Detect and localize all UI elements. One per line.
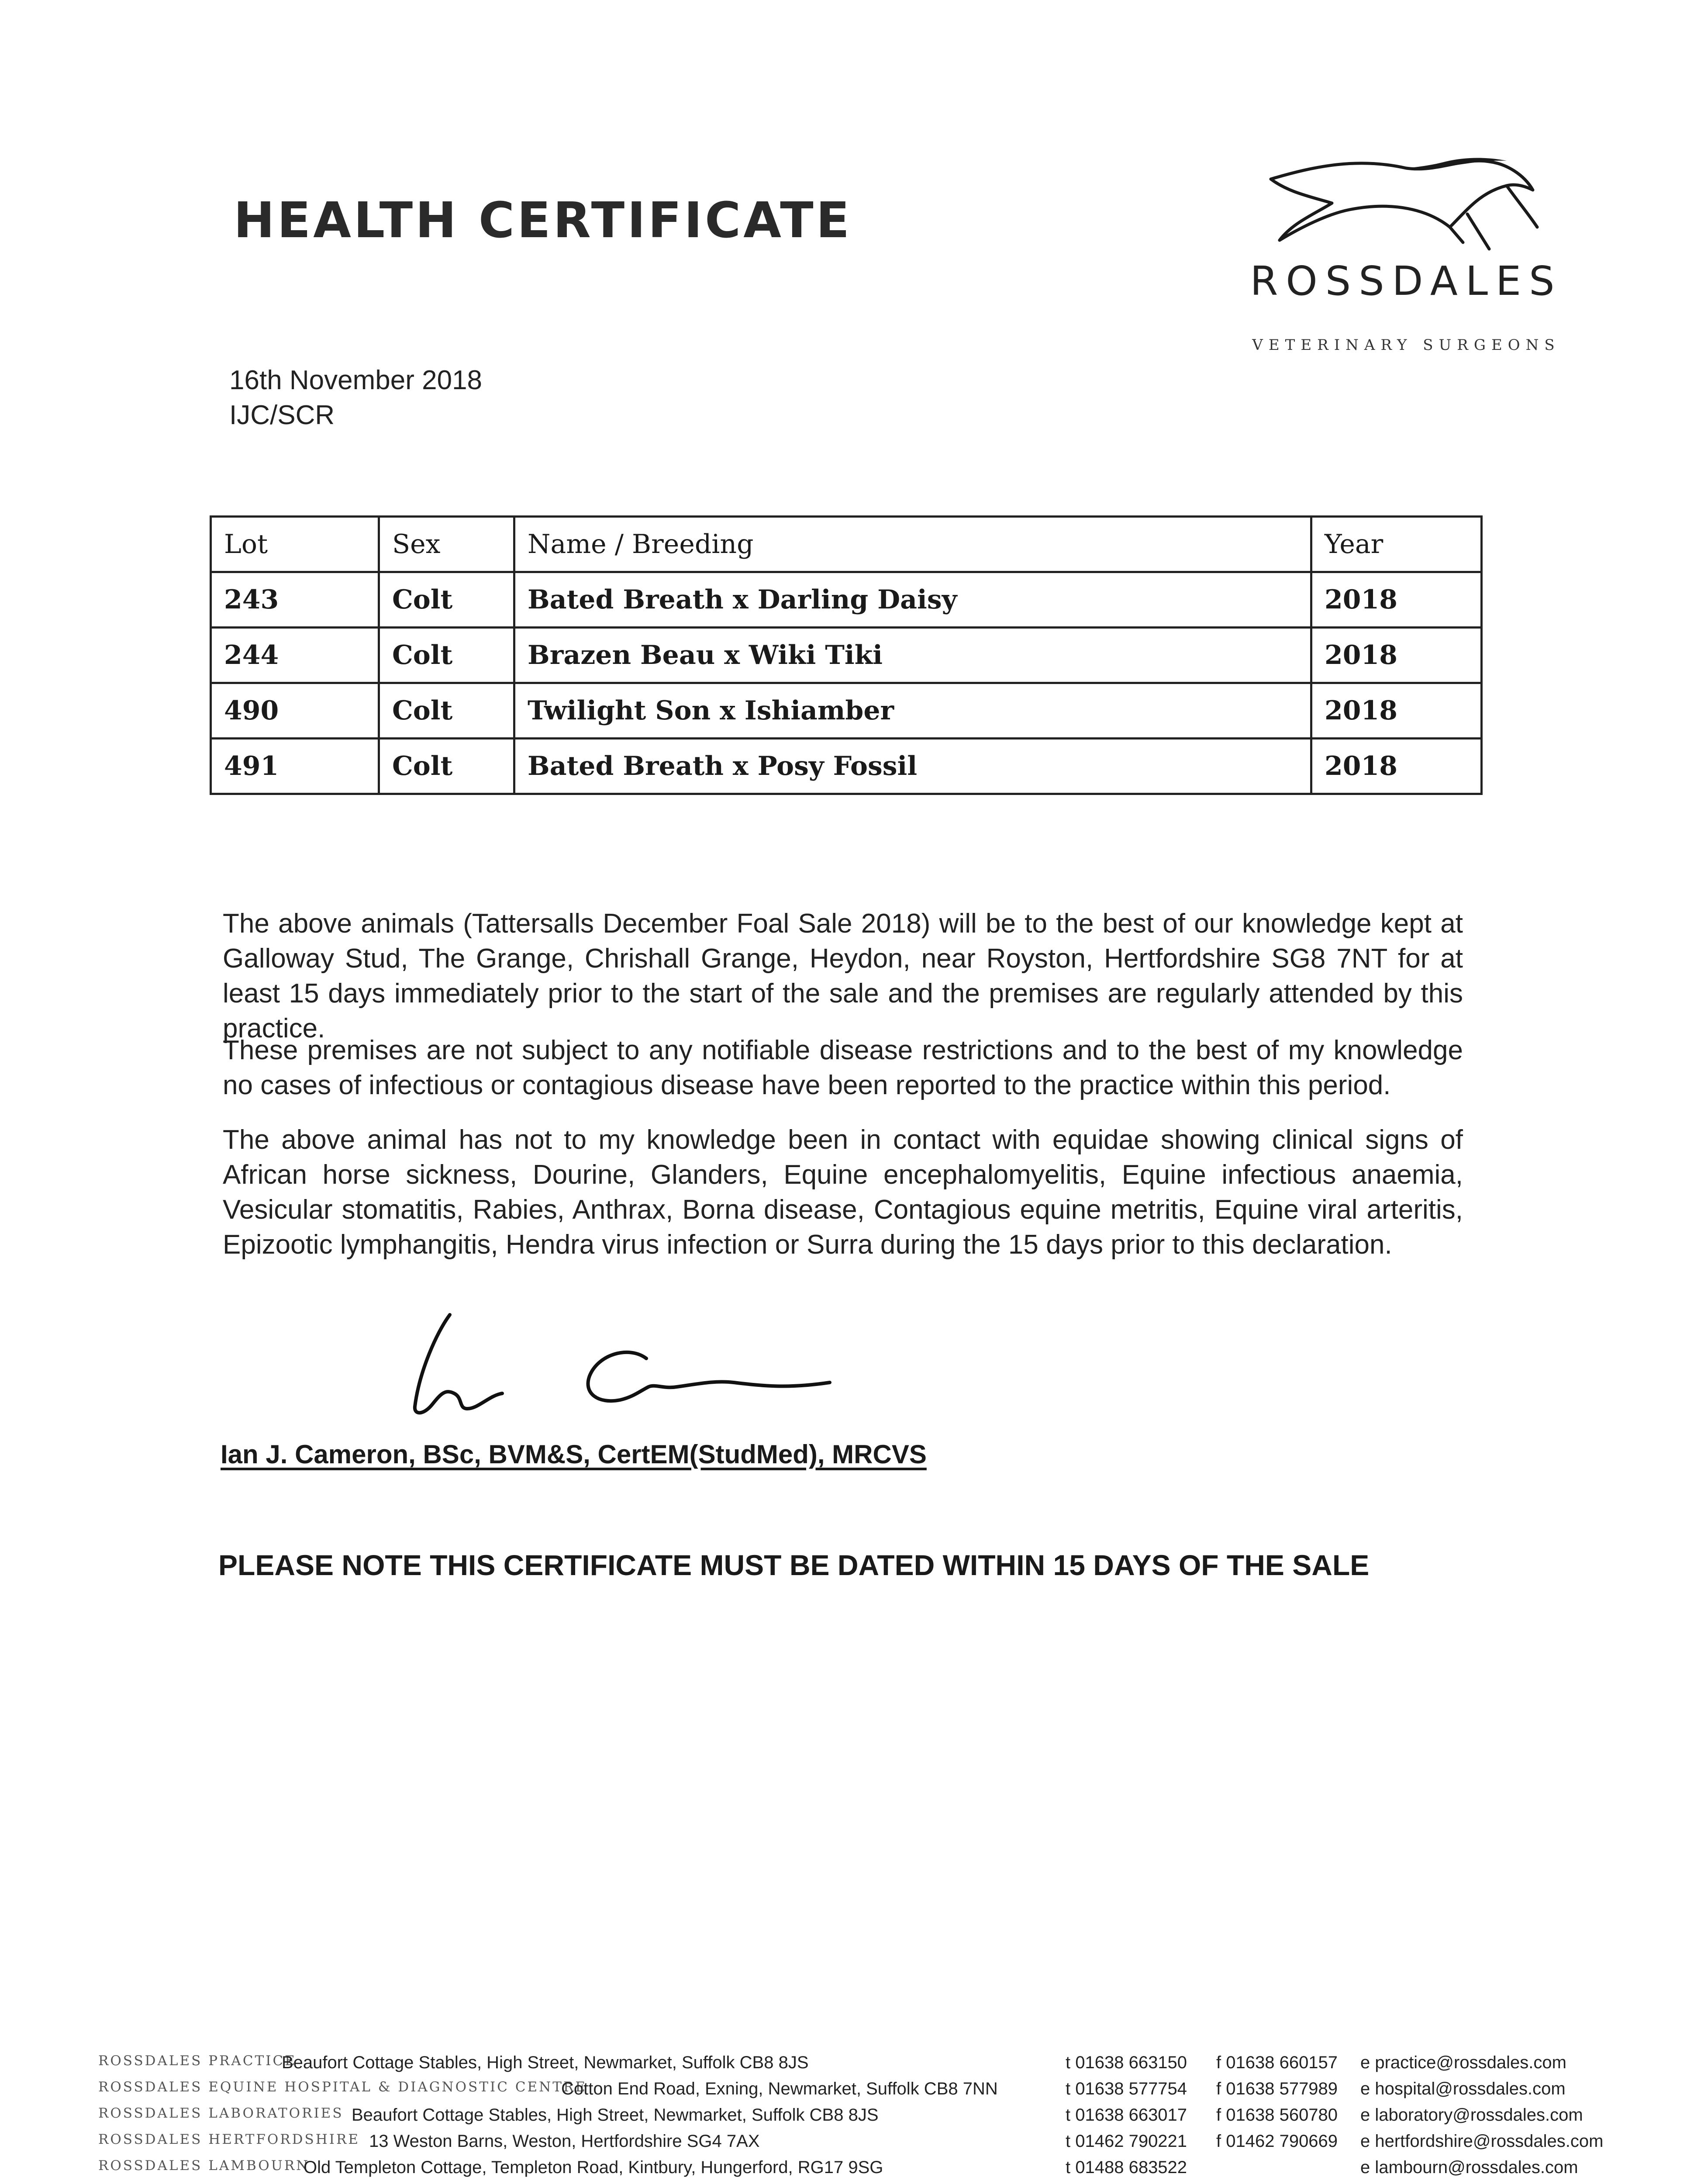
practice-fax: f 01638 577989 [1216,2079,1338,2098]
paragraph-diseases: The above animal has not to my knowledge been in contact with equidae showing clinical signs of African horse sickness, Dourine, Glanders, Equine encephalomyelitis, Equine infectious anaemia, Vesicular stomatitis, Rabies, Anthrax, Borna disease, Contagious equine metritis, Equine viral arteritis, Epizootic lymphangitis, Hendra virus infection or Surra during the 15 days prior to this declaration. [223,1125,1463,1260]
practice-fax: f 01638 560780 [1216,2105,1338,2125]
column-header-lot: Lot [211,517,379,572]
footer-row [98,2105,1605,2132]
cell-lot: 244 [211,628,379,683]
practice-phone: t 01638 663017 [1066,2105,1187,2125]
logo-name: ROSSDALES [1250,258,1563,304]
practice-address: Cotton End Road, Exning, Newmarket, Suffolk CB8 7NN [561,2079,998,2098]
practice-phone: t 01638 577754 [1066,2079,1187,2098]
certificate-date: 16th November 2018 [229,365,483,395]
horse-logo-icon [1262,149,1542,253]
practice-email: e hospital@rossdales.com [1360,2079,1566,2098]
cell-year: 2018 [1311,572,1482,628]
dating-note: PLEASE NOTE THIS CERTIFICATE MUST BE DATED WITHIN 15 DAYS OF THE SALE [218,1549,1370,1581]
paragraph-premises: The above animals (Tattersalls December Foal Sale 2018) will be to the best of our knowledge kept at Galloway Stud, The Grange, Chrishall Grange, Heydon, near Royston, Hertfordshire SG8 7NT for at least 15 days immediately prior to the start of the sale and the premises are regularly attended by this practice. [223,909,1463,1044]
practice-name: ROSSDALES LAMBOURN [98,2158,310,2174]
page-title: HEALTH CERTIFICATE [234,192,852,249]
table-row [211,572,1482,628]
practice-email: e hertfordshire@rossdales.com [1360,2132,1604,2151]
cell-lot: 490 [211,683,379,739]
cell-name: Twilight Son x Ishiamber [514,683,1311,739]
practice-address: Old Templeton Cottage, Templeton Road, Kintbury, Hungerford, RG17 9SG [304,2158,883,2177]
practice-phone: t 01462 790221 [1066,2132,1187,2151]
table-row [211,628,1482,683]
reference-code: IJC/SCR [229,400,335,430]
practice-name: ROSSDALES PRACTICE [98,2053,297,2069]
practice-address: 13 Weston Barns, Weston, Hertfordshire SG4 7AX [369,2132,760,2151]
cell-lot: 491 [211,739,379,794]
table-row [211,683,1482,739]
cell-name: Brazen Beau x Wiki Tiki [514,628,1311,683]
column-header-name: Name / Breeding [514,517,1311,572]
practice-address: Beaufort Cottage Stables, High Street, Newmarket, Suffolk CB8 8JS [352,2105,879,2125]
paragraph-restrictions: These premises are not subject to any notifiable disease restrictions and to the best of my knowledge no cases of infectious or contagious disease have been reported to the practice within this period. [223,1035,1463,1100]
table-row [211,739,1482,794]
cell-lot: 243 [211,572,379,628]
cell-year: 2018 [1311,683,1482,739]
footer-row [98,2053,1605,2079]
signatory-name: Ian J. Cameron, BSc, BVM&S, CertEM(StudMed), MRCVS [221,1440,927,1469]
practice-email: e practice@rossdales.com [1360,2053,1566,2072]
practice-phone: t 01638 663150 [1066,2053,1187,2072]
practice-name: ROSSDALES LABORATORIES [98,2105,344,2121]
horse-table [210,515,1483,795]
table-header-row [211,517,1482,572]
practice-address: Beaufort Cottage Stables, High Street, Newmarket, Suffolk CB8 8JS [282,2053,809,2072]
cell-sex: Colt [379,572,514,628]
column-header-year: Year [1311,517,1482,572]
column-header-sex: Sex [379,517,514,572]
cell-name: Bated Breath x Posy Fossil [514,739,1311,794]
cell-sex: Colt [379,683,514,739]
footer-contacts [98,2053,1605,2184]
practice-phone: t 01488 683522 [1066,2158,1187,2177]
cell-year: 2018 [1311,628,1482,683]
practice-name: ROSSDALES HERTFORDSHIRE [98,2132,360,2147]
logo-tagline: VETERINARY SURGEONS [1252,336,1560,354]
cell-sex: Colt [379,739,514,794]
practice-email: e laboratory@rossdales.com [1360,2105,1583,2125]
footer-row [98,2158,1605,2184]
practice-email: e lambourn@rossdales.com [1360,2158,1578,2177]
footer-row [98,2132,1605,2158]
practice-name: ROSSDALES EQUINE HOSPITAL & DIAGNOSTIC CENTRE [98,2079,587,2095]
practice-fax: f 01638 660157 [1216,2053,1338,2072]
cell-year: 2018 [1311,739,1482,794]
cell-name: Bated Breath x Darling Daisy [514,572,1311,628]
signature-image [402,1306,882,1428]
rossdales-logo [1249,131,1563,367]
practice-fax: f 01462 790669 [1216,2132,1338,2151]
footer-row [98,2079,1605,2105]
cell-sex: Colt [379,628,514,683]
